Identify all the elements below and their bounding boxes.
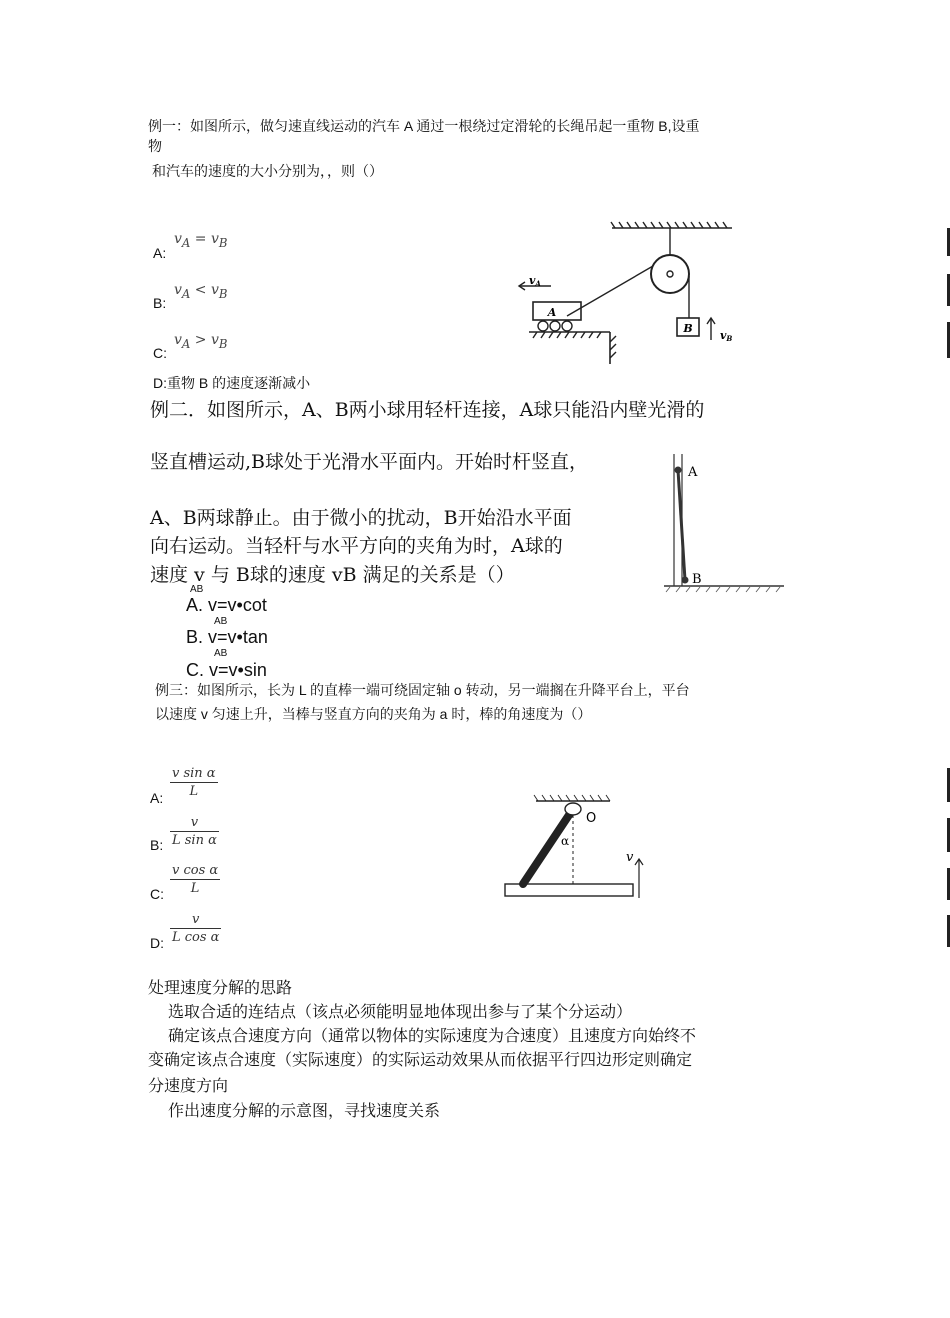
pivot-label: O: [586, 811, 597, 826]
example3-line2: 以速度 v 匀速上升，当棒与竖直方向的夹角为 a 时，棒的角速度为（）: [155, 706, 592, 722]
rod-groove-figure: [658, 452, 790, 594]
fraction-numerator: v cos α: [172, 863, 219, 878]
fraction-denominator: L: [189, 784, 199, 799]
example2-option-b-sub: AB: [214, 616, 228, 627]
method-step2b: 变确定该点合速度（实际速度）的实际运动效果从而依据平行四边形定则确定: [148, 1050, 693, 1069]
example1-option-a-formula: $v_A = v_B$: [174, 231, 228, 250]
rod-platform-figure: [498, 793, 648, 903]
example2-line2: A、B两球静止。由于微小的扰动，B开始沿水平面: [150, 507, 572, 529]
example3-option-d-fraction: [170, 912, 221, 945]
example1-option-a-label: A:: [153, 245, 167, 261]
block-velocity-label: vB: [720, 329, 733, 343]
example1-line2: 物: [148, 138, 162, 154]
fraction-numerator: v: [170, 912, 221, 929]
ball-a-label: A: [688, 465, 698, 480]
fraction-numerator: v sin α: [172, 766, 216, 781]
example2-line4: 速度 v 与 B球的速度 vB 满足的关系是（）: [150, 564, 515, 586]
method-step3: 作出速度分解的示意图，寻找速度关系: [168, 1101, 441, 1120]
example1-line1: 例一：如图所示，做匀速直线运动的汽车 A 通过一根绕过定滑轮的长绳吊起一重物 B,设重: [148, 118, 700, 134]
example3-option-b-label: B:: [150, 837, 164, 853]
example2-option-b: B. v=v•tan: [186, 627, 268, 647]
fraction-denominator: L cos α: [172, 930, 220, 945]
velocity-label: v: [626, 850, 634, 865]
example2-line0: 例二．如图所示，A、B两小球用轻杆连接，A球只能沿内壁光滑的: [150, 399, 705, 421]
fraction-denominator: L sin α: [172, 833, 217, 848]
fraction-denominator: L: [190, 881, 200, 896]
method-title: 处理速度分解的思路: [148, 978, 293, 997]
method-step2c: 分速度方向: [148, 1076, 229, 1095]
block-label: B: [683, 322, 693, 335]
ball-b-label: B: [692, 572, 702, 587]
example3-option-a-label: A:: [150, 790, 164, 806]
example1-option-c-formula: $v_A > v_B$: [174, 332, 228, 351]
car-label: A: [547, 306, 557, 319]
example2-option-a-sub: AB: [190, 584, 204, 595]
example3-option-b-fraction: [170, 815, 219, 848]
example1-line3: 和汽车的速度的大小分别为，，则（）: [152, 163, 383, 179]
example3-option-d-label: D:: [150, 935, 164, 951]
example2-option-c-sub: AB: [214, 648, 228, 659]
example1-option-d: D:重物 B 的速度逐渐减小: [153, 375, 311, 391]
example3-option-c-label: C:: [150, 886, 164, 902]
example2-option-c: C. v=v•sin: [186, 660, 267, 680]
example3-option-c-fraction: [170, 863, 220, 896]
method-step2a: 确定该点合速度方向（通常以物体的实际速度为合速度）且速度方向始终不: [168, 1026, 697, 1045]
example2-option-a: A. v=v•cot: [186, 595, 267, 615]
example1-option-c-label: C:: [153, 345, 167, 361]
angle-label: α: [561, 834, 570, 848]
example3-line1: 例三：如图所示，长为 L 的直棒一端可绕固定轴 o 转动，另一端搁在升降平台上，平台: [155, 682, 690, 698]
example3-option-a-fraction: [170, 766, 218, 799]
car-velocity-label: vA: [529, 274, 541, 288]
pulley-car-figure: [515, 218, 745, 368]
example1-option-b-label: B:: [153, 295, 167, 311]
method-step1: 选取合适的连结点（该点必须能明显地体现出参与了某个分运动）: [168, 1002, 633, 1021]
fraction-numerator: v: [170, 815, 219, 832]
example2-line1: 竖直槽运动,B球处于光滑水平面内。开始时杆竖直，: [150, 451, 589, 473]
example2-line3: 向右运动。当轻杆与水平方向的夹角为时，A球的: [150, 535, 563, 557]
example1-option-b-formula: $v_A < v_B$: [174, 282, 228, 301]
